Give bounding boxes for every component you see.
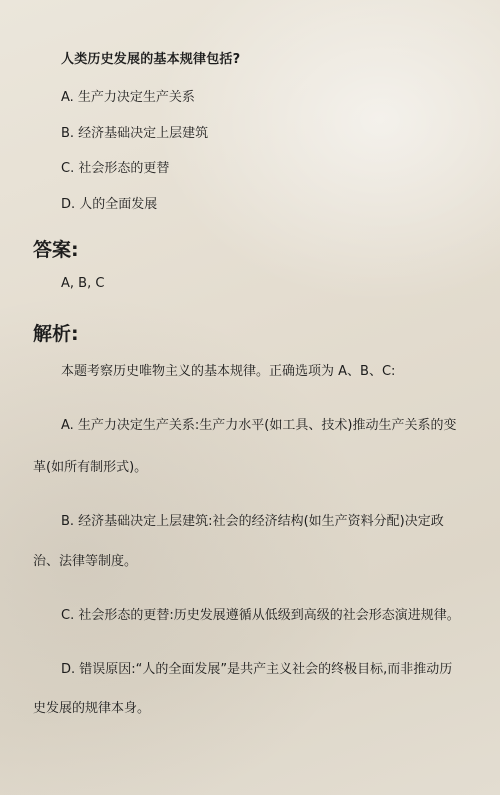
option-b: B. 经济基础决定上层建筑 bbox=[61, 126, 209, 141]
analysis-a-line1: A. 生产力决定生产关系:生产力水平(如工具、技术)推动生产关系的变 bbox=[61, 418, 457, 433]
analysis-a-line2: 革(如所有制形式)。 bbox=[33, 460, 148, 475]
option-d: D. 人的全面发展 bbox=[61, 197, 158, 212]
analysis-heading: 解析: bbox=[33, 323, 79, 345]
analysis-b-line1: B. 经济基础决定上层建筑:社会的经济结构(如生产资料分配)决定政 bbox=[61, 514, 444, 529]
answer-text: A, B, C bbox=[61, 276, 105, 291]
analysis-d-line2: 史发展的规律本身。 bbox=[33, 701, 151, 716]
option-a: A. 生产力决定生产关系 bbox=[61, 90, 195, 105]
analysis-intro: 本题考察历史唯物主义的基本规律。正确选项为 A、B、C: bbox=[61, 364, 396, 379]
option-c: C. 社会形态的更替 bbox=[61, 161, 170, 176]
analysis-c-line1: C. 社会形态的更替:历史发展遵循从低级到高级的社会形态演进规律。 bbox=[61, 608, 460, 623]
analysis-d-line1: D. 错误原因:“人的全面发展”是共产主义社会的终极目标,而非推动历 bbox=[61, 662, 453, 677]
question-text: 人类历史发展的基本规律包括? bbox=[61, 52, 241, 67]
answer-heading: 答案: bbox=[33, 239, 79, 261]
analysis-b-line2: 治、法律等制度。 bbox=[33, 554, 138, 569]
